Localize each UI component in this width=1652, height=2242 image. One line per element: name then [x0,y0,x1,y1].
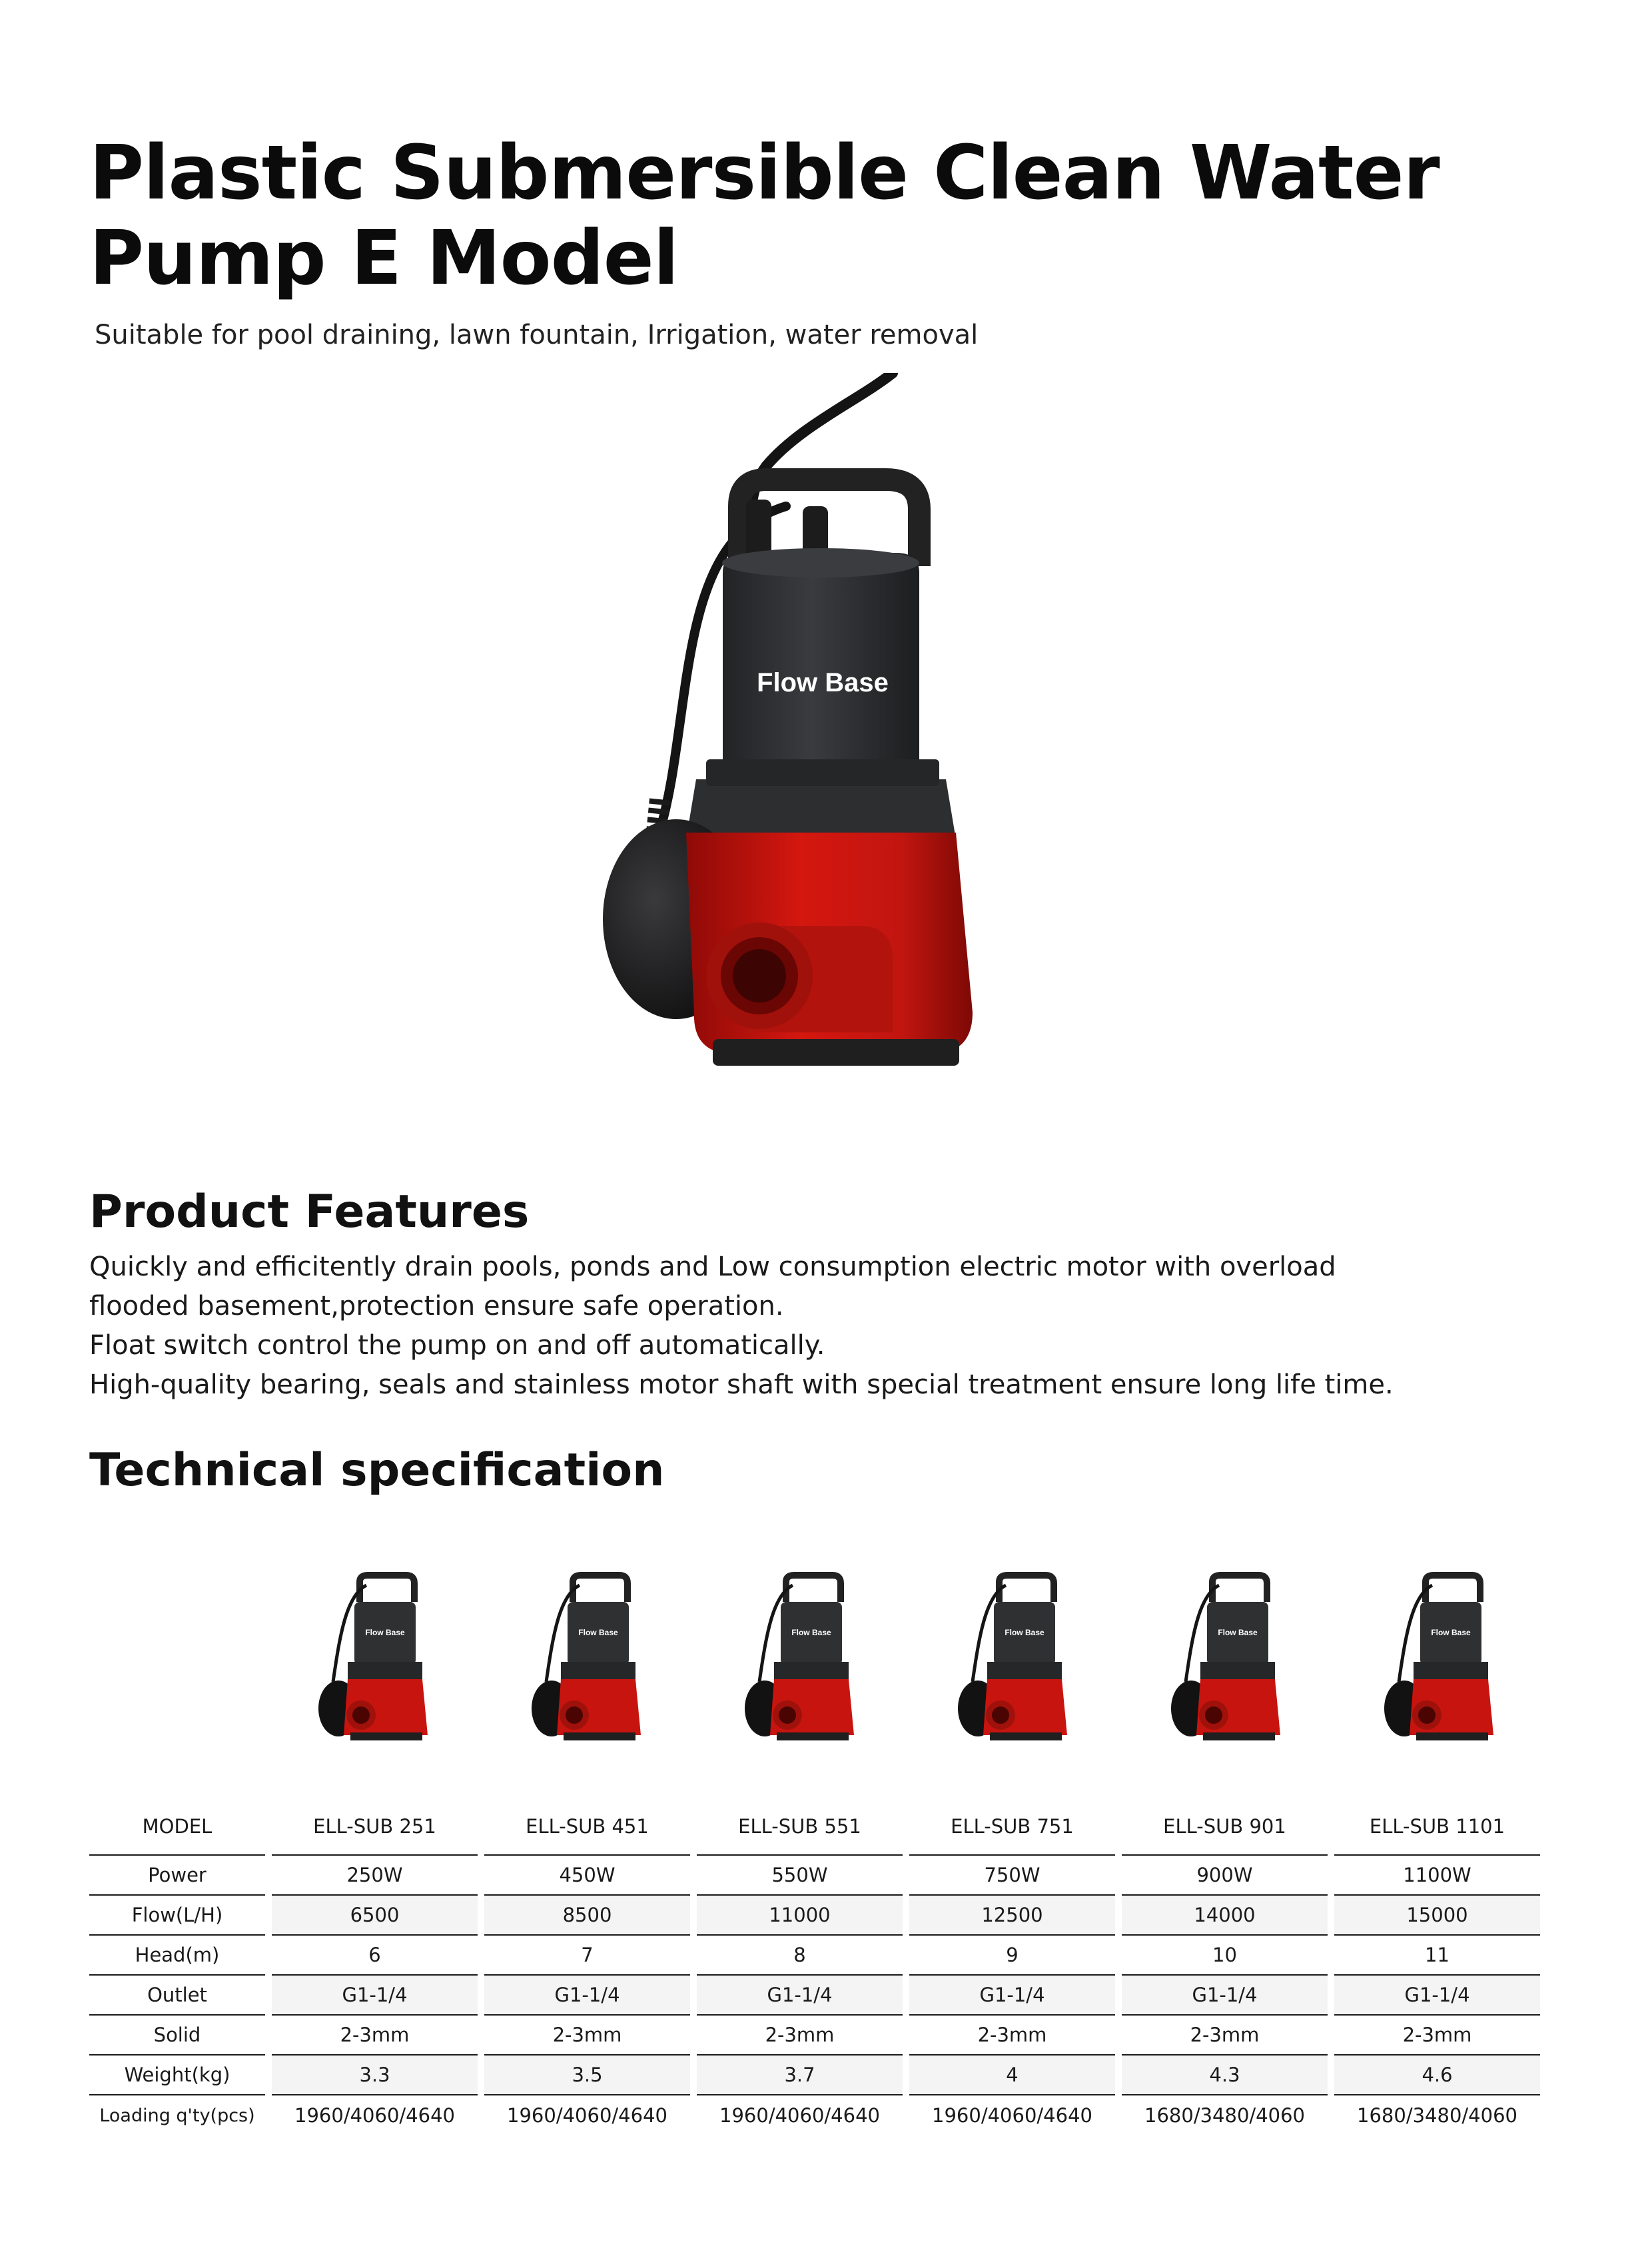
spec-model-name: ELL-SUB 451 [526,1815,649,1838]
spec-cell: 1960/4060/4640 [272,2094,478,2135]
spec-cell: 9 [909,1934,1115,1974]
spec-cell: 4 [909,2054,1115,2094]
spec-cell: G1-1/4 [484,1974,690,2014]
spec-row-label: Flow(L/H) [89,1894,265,1934]
spec-cell: 2-3mm [909,2014,1115,2054]
spec-cell: 11000 [697,1894,903,1934]
pump-product-image [546,373,1079,1179]
spec-cell: 4.3 [1122,2054,1328,2094]
spec-cell: 1960/4060/4640 [484,2094,690,2135]
spec-table [83,1798,1547,2135]
spec-model-name: ELL-SUB 551 [738,1815,861,1838]
spec-cell: 6 [272,1934,478,1974]
spec-row-label: Weight(kg) [89,2054,265,2094]
feature-line: High-quality bearing, seals and stainless motor shaft with special treatment ensure long life time. [89,1369,1394,1400]
spec-cell: 1680/3480/4060 [1122,2094,1328,2135]
spec-row [89,2094,1540,2135]
svg-text:Flow Base: Flow Base [791,1628,831,1637]
feature-line: flooded basement,protection ensure safe operation. [89,1291,784,1321]
svg-text:Flow Base: Flow Base [1218,1628,1258,1637]
page-subtitle: Suitable for pool draining, lawn fountain, Irrigation, water removal [95,320,979,350]
model-thumbnail-image [946,1555,1092,1768]
spec-cell: 2-3mm [1122,2014,1328,2054]
spec-cell: 3.3 [272,2054,478,2094]
spec-model-name: ELL-SUB 901 [1163,1815,1286,1838]
spec-cell: 2-3mm [484,2014,690,2054]
spec-cell: 1100W [1334,1854,1540,1894]
spec-row [89,1854,1540,1894]
spec-heading: Technical specification [89,1444,665,1497]
spec-row [89,2014,1540,2054]
spec-row [89,2054,1540,2094]
spec-cell: 14000 [1122,1894,1328,1934]
feature-line: Float switch control the pump on and off automatically. [89,1330,825,1361]
svg-text:Flow Base: Flow Base [1005,1628,1044,1637]
spec-cell: 900W [1122,1854,1328,1894]
spec-cell: 3.7 [697,2054,903,2094]
svg-text:Flow Base: Flow Base [1431,1628,1471,1637]
spec-cell: 1960/4060/4640 [697,2094,903,2135]
spec-cell: 550W [697,1854,903,1894]
spec-header-label: MODEL [142,1815,212,1838]
spec-cell: G1-1/4 [1122,1974,1328,2014]
spec-header-row [89,1798,1540,1854]
spec-cell: 2-3mm [1334,2014,1540,2054]
spec-cell: 10 [1122,1934,1328,1974]
spec-cell: 7 [484,1934,690,1974]
spec-row-label: Solid [89,2014,265,2054]
spec-row-label: Power [89,1854,265,1894]
spec-row-label: Loading q'ty(pcs) [89,2094,265,2135]
model-thumbnail-image [306,1555,453,1768]
spec-cell: 450W [484,1854,690,1894]
spec-cell: 8500 [484,1894,690,1934]
spec-cell: 4.6 [1334,2054,1540,2094]
spec-cell: 750W [909,1854,1115,1894]
spec-row [89,1934,1540,1974]
spec-cell: 2-3mm [272,2014,478,2054]
spec-cell: 3.5 [484,2054,690,2094]
spec-row [89,1974,1540,2014]
features-heading: Product Features [89,1186,530,1238]
spec-cell: 250W [272,1854,478,1894]
spec-cell: G1-1/4 [909,1974,1115,2014]
spec-cell: G1-1/4 [697,1974,903,2014]
spec-model-name: ELL-SUB 1101 [1369,1815,1505,1838]
spec-model-name: ELL-SUB 251 [313,1815,436,1838]
spec-cell: G1-1/4 [1334,1974,1540,2014]
spec-cell: 1960/4060/4640 [909,2094,1115,2135]
spec-row-label: Outlet [89,1974,265,2014]
spec-cell: G1-1/4 [272,1974,478,2014]
feature-line: Quickly and efficitently drain pools, ponds and Low consumption electric motor with overload [89,1252,1336,1282]
page-title: Plastic Submersible Clean Water Pump E Model [89,130,1440,302]
spec-cell: 6500 [272,1894,478,1934]
spec-cell: 8 [697,1934,903,1974]
spec-cell: 11 [1334,1934,1540,1974]
brand-logo: Flow Base [757,668,889,697]
spec-cell: 12500 [909,1894,1115,1934]
spec-cell: 2-3mm [697,2014,903,2054]
model-thumbnail-image [1372,1555,1519,1768]
spec-row-label: Head(m) [89,1934,265,1974]
spec-cell: 15000 [1334,1894,1540,1934]
features-list [89,1248,1428,1405]
svg-text:Flow Base: Flow Base [365,1628,405,1637]
spec-row [89,1894,1540,1934]
model-thumbnails [0,1555,1652,1768]
model-thumbnail-image [733,1555,879,1768]
model-thumbnail-image [1159,1555,1306,1768]
spec-model-name: ELL-SUB 751 [951,1815,1074,1838]
model-thumbnail-image [520,1555,666,1768]
svg-text:Flow Base: Flow Base [578,1628,618,1637]
spec-cell: 1680/3480/4060 [1334,2094,1540,2135]
